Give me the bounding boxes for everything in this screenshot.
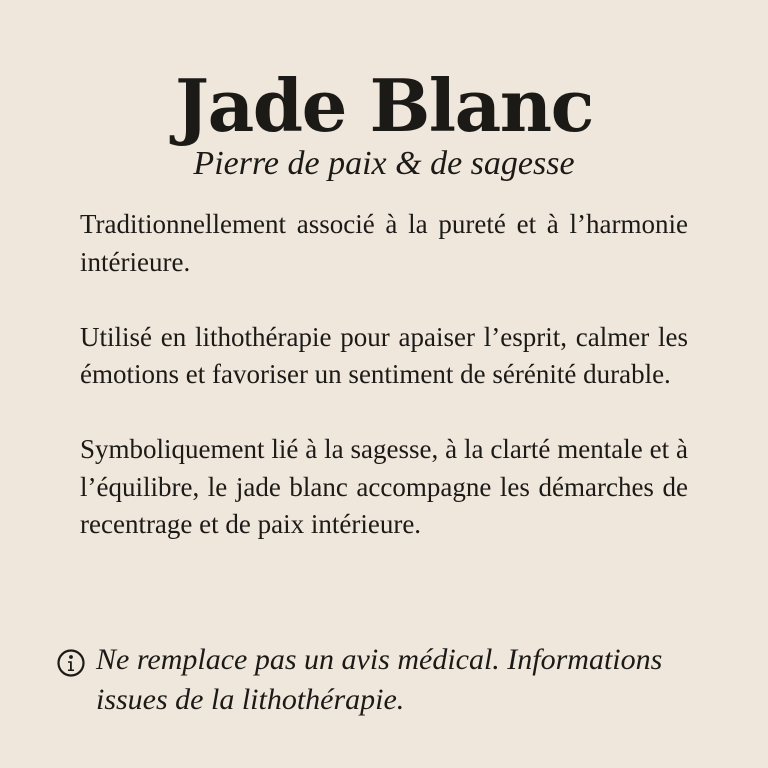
description-body [80, 206, 688, 544]
disclaimer-text: Ne remplace pas un avis médical. Informations issues de la lithothérapie. [96, 643, 663, 716]
page-title: Jade Blanc [175, 63, 593, 148]
description-paragraph: Symboliquement lié à la sagesse, à la clarté mentale et à l’équilibre, le jade blanc accompagne les démarches de recentrage et de paix intérieure. [80, 434, 688, 539]
description-paragraph: Utilisé en lithothérapie pour apaiser l’esprit, calmer les émotions et favoriser un sentiment de sérénité durable. [80, 321, 688, 389]
info-icon [56, 648, 86, 678]
page-subtitle: Pierre de paix & de sagesse [193, 145, 575, 182]
description-paragraph: Traditionnellement associé à la pureté et à l’harmonie intérieure. [80, 209, 688, 277]
